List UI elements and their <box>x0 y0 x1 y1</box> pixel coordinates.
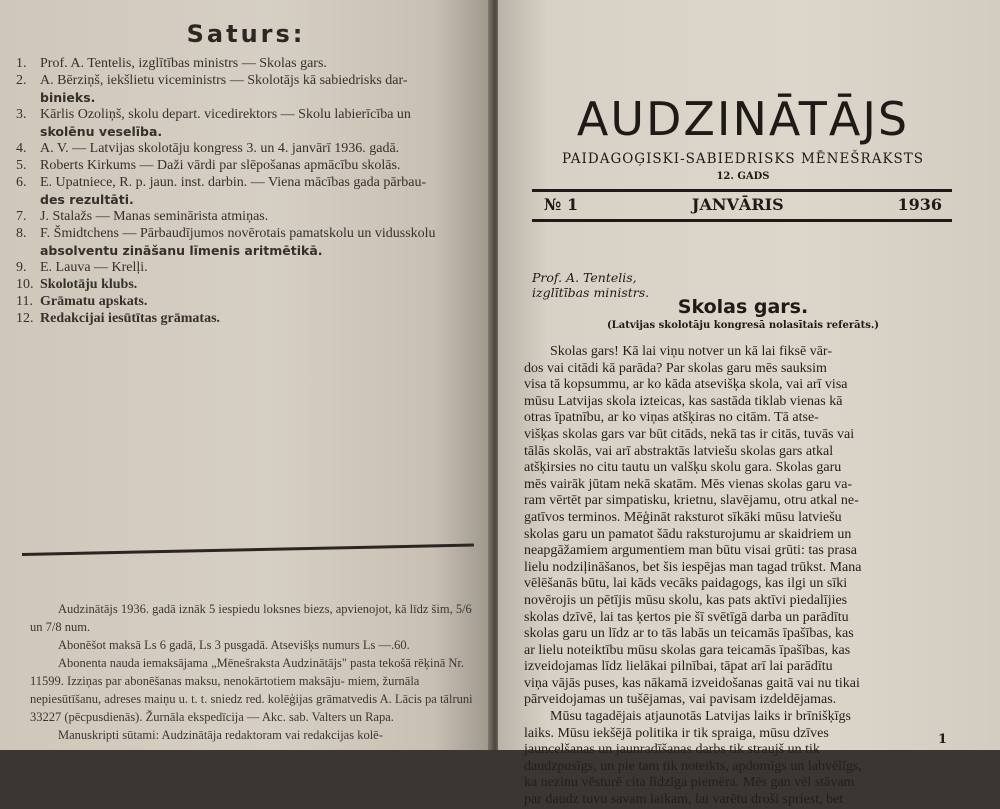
body-line: visa tā kopsummu, ar ko kāda atsevišķa skola, vai arī visa <box>524 377 848 393</box>
publication-notes <box>30 600 480 744</box>
toc-item <box>16 140 480 157</box>
body-line: par daudz tuvu savam laikam, lai varētu droši spriest, bet <box>524 792 844 808</box>
body-line: tālās skolās, vai arī abstraktās latviešu skolas gars atkal <box>524 443 834 459</box>
body-line: dos vai citādi kā parāda? Par skolas garu mēs sauksim <box>524 360 827 376</box>
body-line: laiks. Mūsu iekšējā politika ir tik spraiga, mūsu dzīves <box>524 725 829 741</box>
toc-item <box>16 276 480 293</box>
body-line: ar lielu noteiktību mūsu skolas gara teicamās īpašības, kas <box>524 642 851 658</box>
body-line: otras īpatnību, ar ko viņas atšķiras no citām. Tā atse- <box>524 410 819 426</box>
toc-item <box>16 106 480 123</box>
toc-item-number: 4. <box>16 141 27 156</box>
issue-line <box>544 195 942 214</box>
body-line: gatīvos terminos. Mēģināt raksturot sīkāki mūsu latviešu <box>524 509 842 525</box>
issue-number: № 1 <box>544 195 579 214</box>
masthead-rule-top <box>532 189 952 192</box>
toc-item <box>16 225 480 242</box>
body-line: neapgāžamiem argumentiem man būtu visai grūti: tas prasa <box>524 543 857 559</box>
toc-item-number: 7. <box>16 209 27 224</box>
toc-item-text: F. Šmidtchens — Pārbaudījumos novērotais pamatskolu un vidusskolu <box>40 226 436 241</box>
left-page <box>0 0 492 750</box>
toc-item-continuation: des rezultāti. <box>40 192 134 207</box>
article-subtitle: (Latvijas skolotāju kongresā nolasītais referāts.) <box>606 320 880 331</box>
toc-item-text: Redakcijai iesūtītas grāmatas. <box>40 311 221 326</box>
body-line: lielu nodziļināšanos, bet šis iespējas man tagad trūkst. Mana <box>524 559 862 575</box>
body-line: atšķirsies no citu tautu un valšķu skolu gara. Skolas garu <box>524 460 842 476</box>
toc-item <box>16 174 480 191</box>
body-line: mēs vairāk jūtam nekā skatām. Mēs vienas skolas garu va- <box>524 476 853 492</box>
journal-year: 12. GADS <box>716 171 770 182</box>
body-line: Mūsu tagadējais atjaunotās Latvijas laiks ir brīnišķīgs <box>550 709 851 725</box>
journal-masthead: AUDZINĀTĀJS <box>576 92 910 146</box>
toc-item-number: 8. <box>16 226 27 241</box>
toc-item-number: 11. <box>16 294 33 309</box>
masthead-rule-bottom <box>532 219 952 222</box>
toc-item <box>16 55 480 72</box>
toc-item-text: E. Lauva — Krelļi. <box>40 260 148 275</box>
toc-title: Saturs: <box>186 20 306 48</box>
article-body <box>524 344 964 809</box>
body-line: skolas garu un pamatot šādu raksturojumu ar skaidriem un <box>524 526 852 542</box>
issue-month: JANVĀRIS <box>691 195 784 214</box>
toc-item-text: Roberts Kirkums — Daži vārdi par slēpošanas apmācību skolās. <box>40 158 401 173</box>
toc-item-text: A. Bērziņš, iekšlietu viceministrs — Skolotājs kā sabiedrisks dar- <box>40 73 408 88</box>
body-line: novērojis un pētījis mūsu skolu, kas pats aktīvi piedalījies <box>524 592 848 608</box>
table-of-contents <box>16 55 480 327</box>
note-paragraph: Manuskripti sūtami: Audzinātāja redaktoram vai redakcijas kolē- <box>58 728 383 742</box>
toc-item-text: J. Stalažs — Manas seminārista atmiņas. <box>40 209 269 224</box>
page-number: 1 <box>938 732 948 747</box>
body-line: skolas dzīvē, lai tas ķertos pie šī svētīgā darba un parādītu <box>524 609 849 625</box>
toc-item-number: 1. <box>16 56 27 71</box>
toc-item <box>16 157 480 174</box>
body-line: višķas skolas gars var būt citāds, nekā tas ir citās, tuvās vai <box>524 426 855 442</box>
toc-item-number: 10. <box>16 277 34 292</box>
note-paragraph: Abonēšot maksā Ls 6 gadā, Ls 3 pusgadā. Atsevišķs numurs Ls —.60. <box>58 638 410 652</box>
note-paragraph: Audzinātājs 1936. gadā iznāk 5 iespiedu loksnes biezs, apvienojot, kā līdz šim, 5/6 un 7/8 num. <box>30 602 472 634</box>
toc-item-number: 5. <box>16 158 27 173</box>
body-line: vēlēšanās būtu, lai kāds vecāks paidagogs, kas ilgi un sīki <box>524 576 848 592</box>
toc-item-continuation: binieks. <box>40 90 96 105</box>
toc-item-number: 3. <box>16 107 27 122</box>
toc-item-text: Skolotāju klubs. <box>40 277 138 292</box>
separator-rule <box>22 544 474 556</box>
toc-item <box>16 72 480 89</box>
body-line: ka nezinu vēsturē cita līdzīga piemēra. Mēs gan vēl stāvam <box>524 775 855 791</box>
toc-item-text: Grāmatu apskats. <box>40 294 148 309</box>
toc-item-text: Kārlis Ozoliņš, skolu depart. vicedirektors — Skolu labierīcība un <box>40 107 411 122</box>
toc-item-number: 9. <box>16 260 27 275</box>
toc-item <box>16 208 480 225</box>
body-line: viņa vājās puses, kas nākamā izveidošanas gaitā vai nu tikai <box>524 675 860 691</box>
toc-item-number: 2. <box>16 73 27 88</box>
author-role: izglītības ministrs. <box>532 285 650 300</box>
toc-item-continuation: absolventu zināšanu līmenis aritmētikā. <box>40 243 323 258</box>
toc-item <box>16 293 480 310</box>
author-name: Prof. A. Tentelis, <box>532 270 637 285</box>
right-page <box>498 0 1000 808</box>
note-paragraph: Abonenta nauda iemaksājama „Mēnešraksta Audzinātājs" pasta tekošā rēķinā Nr. 11599. Izziņas par abonēšanas maksu, nenokārtotiem maksāju- miem, žurnāla nepiesūtīšanu, adreses maiņu u. t. t. sniedz red. kolēģijas grāmatvedis A. Lācis pa tālruni 33227 (pēcpusdienās). Žurnāla ekspedīcija — Akc. sab. Valters un Rapa. <box>30 656 473 724</box>
toc-item-number: 6. <box>16 175 27 190</box>
body-line: mūsu Latvijas skola izteicas, kas sastāda tiklab vienas kā <box>524 393 843 409</box>
issue-year: 1936 <box>897 195 942 214</box>
body-line: pārveidojamas un tušējamas, vai pavisam izdeldējamas. <box>524 692 837 708</box>
toc-item-text: E. Upatniece, R. p. jaun. inst. darbin. — Viena mācības gada pārbau- <box>40 175 427 190</box>
toc-item-number: 12. <box>16 311 34 326</box>
body-line: daudzpusīgs, un pie tam tik noteikts, apdomīgs un labvēlīgs, <box>524 758 862 774</box>
article-title: Skolas gars. <box>677 296 809 318</box>
journal-subtitle: PAIDAGOĢISKI-SABIEDRISKS MĒNEŠRAKSTS <box>561 151 925 167</box>
toc-item <box>16 310 480 327</box>
body-line: skolas garu un līdz ar to tās labās un teicamās īpašības, kas <box>524 626 854 642</box>
toc-item <box>16 259 480 276</box>
body-line: izveidojamas līdz lielākai pilnībai, tāpat arī lai parādītu <box>524 659 833 675</box>
body-line: jauncelšanas un jaunradīšanas darbs tik straujš un tik <box>524 742 820 758</box>
body-line: Skolas gars! Kā lai viņu notver un kā lai fiksē vār- <box>550 344 832 359</box>
toc-item-text: A. V. — Latvijas skolotāju kongress 3. un 4. janvārī 1936. gadā. <box>40 141 400 156</box>
body-line: ram vērtēt par simpatisku, krietnu, slavējamu, otru atkal ne- <box>524 493 859 509</box>
toc-item-text: Prof. A. Tentelis, izglītības ministrs — Skolas gars. <box>40 56 327 71</box>
toc-item-continuation: skolēnu veselība. <box>40 124 163 139</box>
